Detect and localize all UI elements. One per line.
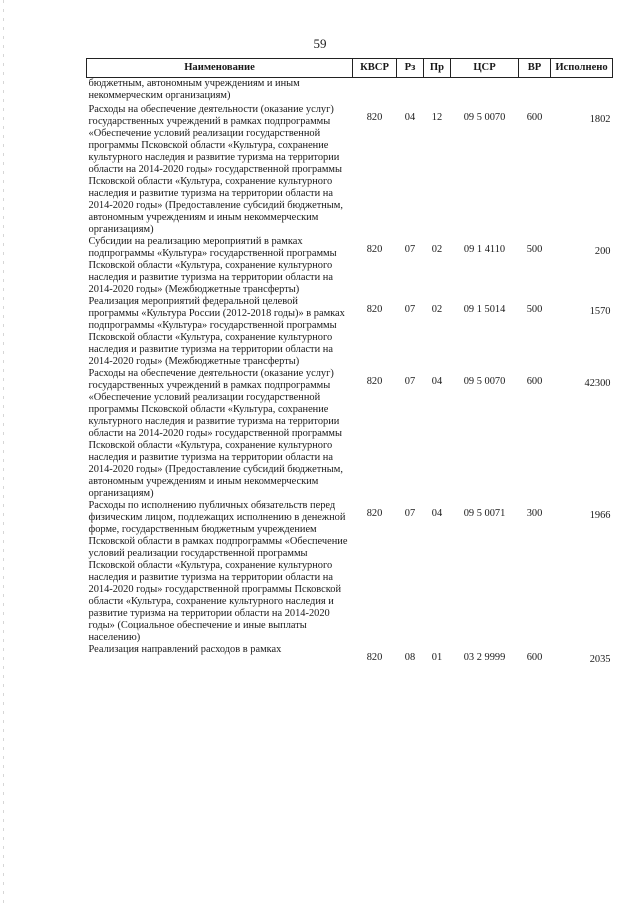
scan-edge-artifact [3, 0, 4, 905]
row-amount: 42300 [584, 378, 611, 389]
row-csr: 09 1 4110 [463, 244, 506, 255]
row-csr: 09 5 0070 [463, 112, 506, 123]
row-vr: 600 [526, 652, 543, 663]
row-amount: 200 [594, 246, 611, 257]
row-vr: 500 [526, 244, 543, 255]
header-name: Наименование [87, 59, 353, 78]
table-row [87, 368, 613, 500]
table-row-continuation [87, 78, 613, 105]
row-kvsr: 820 [366, 652, 383, 663]
row-name: бюджетным, автономным учреждениям и иным некоммерческим организациям) [88, 78, 300, 101]
row-csr: 09 5 0071 [463, 508, 506, 519]
row-kvsr: 820 [366, 508, 383, 519]
table-header-row [87, 59, 613, 78]
row-csr: 03 2 9999 [463, 652, 506, 663]
table-row [87, 500, 613, 644]
row-vr: 300 [526, 508, 543, 519]
row-name: Расходы на обеспечение деятельности (оказание услуг) государственных учреждений в рамках подпрограммы «Обеспечение условий реализации государственной программы Псковской области «Культура, сохранение культурного наследия и развитие туризма на территории области на 2014-2020 годы» государственной программы Псковской области «Культура, сохранение культурного наследия и развитие туризма на территории области на 2014-2020 годы» (Предоставление субсидий бюджетным, автономным учреждениям и иным некоммерческим организациям) [88, 368, 343, 499]
table-row [87, 296, 613, 368]
row-pr: 02 [431, 304, 443, 315]
row-name: Расходы по исполнению публичных обязательств перед физическим лицом, подлежащих исполнению в денежной форме, государственным бюджетным учреждением Псковской области в рамках подпрограммы «Обеспечение условий реализации государственной программы Псковской области «Культура, сохранение культурного наследия и развитие туризма на территории области на 2014-2020 годы» государственной программы Псковской области «Культура, сохранение культурного наследия и развитие туризма на территории области на 2014-2020 годы» (Социальное обеспечение и иные выплаты населению) [88, 500, 348, 643]
row-vr: 500 [526, 304, 543, 315]
row-rz: 07 [404, 304, 416, 315]
row-name: Реализация направлений расходов в рамках [88, 644, 282, 655]
row-amount: 1570 [589, 306, 611, 317]
row-pr: 01 [431, 652, 443, 663]
row-rz: 07 [404, 376, 416, 387]
header-kvsr: КВСР [353, 59, 397, 78]
row-name: Реализация мероприятий федеральной целевой программы «Культура России (2012-2018 годы)» в рамках подпрограммы «Культура» государственной программы Псковской области «Культура, сохранение культурного наследия и развитие туризма на территории области на 2014-2020 годы» (Межбюджетные трансферты) [88, 296, 345, 367]
header-vr: ВР [519, 59, 551, 78]
row-pr: 04 [431, 508, 443, 519]
row-name: Расходы на обеспечение деятельности (оказание услуг) государственных учреждений в рамках подпрограммы «Обеспечение условий реализации государственной программы Псковской области «Культура, сохранение культурного наследия и развитие туризма на территории области на 2014-2020 годы» государственной программы Псковской области «Культура, сохранение культурного наследия и развитие туризма на территории области на 2014-2020 годы» (Предоставление субсидий бюджетным, автономным учреждениям и иным некоммерческим организациям) [88, 104, 343, 235]
header-csr: ЦСР [451, 59, 519, 78]
row-rz: 07 [404, 508, 416, 519]
row-kvsr: 820 [366, 244, 383, 255]
header-amount: Исполнено [551, 59, 613, 78]
page-number: 59 [313, 36, 327, 51]
row-amount: 1966 [589, 510, 611, 521]
row-pr: 02 [431, 244, 443, 255]
row-csr: 09 5 0070 [463, 376, 506, 387]
row-amount: 1802 [589, 114, 611, 125]
row-amount: 2035 [589, 654, 611, 665]
row-vr: 600 [526, 112, 543, 123]
budget-table-frame [86, 58, 612, 898]
row-rz: 08 [404, 652, 416, 663]
row-name: Субсидии на реализацию мероприятий в рамках подпрограммы «Культура» государственной программы Псковской области «Культура, сохранение культурного наследия и развитие туризма на территории области на 2014-2020 годы» (Межбюджетные трансферты) [88, 236, 337, 295]
row-rz: 07 [404, 244, 416, 255]
row-rz: 04 [404, 112, 416, 123]
table-row [87, 104, 613, 236]
row-pr: 04 [431, 376, 443, 387]
budget-table [86, 58, 613, 666]
row-kvsr: 820 [366, 376, 383, 387]
header-pr: Пр [424, 59, 451, 78]
row-csr: 09 1 5014 [463, 304, 506, 315]
header-rz: Рз [397, 59, 424, 78]
table-row [87, 644, 613, 666]
row-pr: 12 [431, 112, 443, 123]
row-vr: 600 [526, 376, 543, 387]
table-row [87, 236, 613, 296]
row-kvsr: 820 [366, 112, 383, 123]
row-kvsr: 820 [366, 304, 383, 315]
